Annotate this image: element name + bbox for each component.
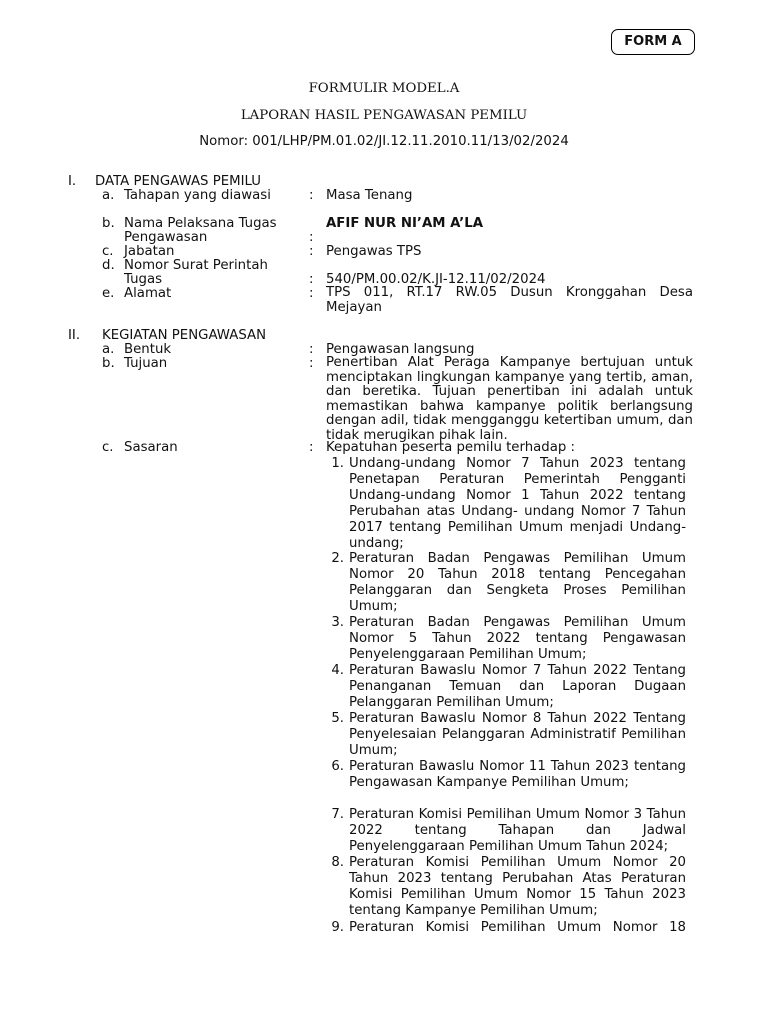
field-sasaran-label: Sasaran [124, 440, 178, 455]
field-nama-label: Nama Pelaksana Tugas [124, 216, 277, 231]
colon: : [309, 342, 314, 357]
field-c-letter: c. [102, 244, 114, 259]
form-badge: FORM A [611, 29, 695, 55]
list-number: 5. [331, 711, 344, 726]
colon: : [309, 244, 314, 259]
colon: : [309, 356, 314, 371]
field-a-letter: a. [102, 342, 115, 357]
field-nama-value: AFIF NUR NI’AM A’LA [326, 216, 483, 231]
field-tujuan-value: Penertiban Alat Peraga Kampanye bertujuan untuk menciptakan lingkungan kampanye yang tertib, aman, dan beretika. Tujuan penertiban ini adalah untuk memastikan bahwa kampanye politik berlangsung dengan adil, tidak mengganggu ketertiban umum, dan tidak merugikan pihak lain. [326, 355, 693, 443]
list-item: Peraturan Komisi Pemilihan Umum Nomor 18 [349, 920, 686, 935]
list-number: 3. [331, 615, 344, 630]
list-number: 8. [331, 855, 344, 870]
list-number: 4. [331, 663, 344, 678]
field-b-letter: b. [102, 216, 115, 231]
colon: : [309, 230, 314, 245]
field-tujuan-label: Tujuan [124, 356, 168, 371]
field-tahapan-value: Masa Tenang [326, 188, 413, 203]
field-c-letter: c. [102, 440, 114, 455]
list-item: Peraturan Bawaslu Nomor 11 Tahun 2023 tentang Pengawasan Kampanye Pemilihan Umum; [349, 759, 686, 791]
section-2-title: KEGIATAN PENGAWASAN [102, 328, 267, 343]
section-1-roman: I. [68, 174, 77, 189]
list-number: 6. [331, 759, 344, 774]
field-surat-label: Nomor Surat Perintah [124, 258, 268, 273]
field-jabatan-value: Pengawas TPS [326, 244, 422, 259]
colon: : [309, 272, 314, 287]
field-nama-label-2: Pengawasan [124, 230, 208, 245]
colon: : [309, 440, 314, 455]
field-tahapan-label: Tahapan yang diawasi [124, 188, 271, 203]
list-number: 7. [331, 807, 344, 822]
list-item: Peraturan Komisi Pemilihan Umum Nomor 3 Tahun 2022 tentang Tahapan dan Jadwal Penyelenggaraan Pemilihan Umum Tahun 2024; [349, 807, 686, 855]
colon: : [309, 188, 314, 203]
document-number: Nomor: 001/LHP/PM.01.02/JI.12.11.2010.11/13/02/2024 [199, 134, 569, 149]
report-title: LAPORAN HASIL PENGAWASAN PEMILU [240, 108, 528, 123]
list-item: Peraturan Badan Pengawas Pemilihan Umum Nomor 5 Tahun 2022 tentang Pengawasan Penyelenggaraan Pemilihan Umum; [349, 615, 686, 663]
list-item: Peraturan Bawaslu Nomor 7 Tahun 2022 Tentang Penanganan Temuan dan Laporan Dugaan Pelanggaran Pemilihan Umum; [349, 663, 686, 711]
field-bentuk-value: Pengawasan langsung [326, 342, 475, 357]
form-title: FORMULIR MODEL.A [308, 81, 460, 96]
list-number: 1. [331, 456, 344, 471]
section-2-roman: II. [68, 328, 81, 343]
list-item: Peraturan Komisi Pemilihan Umum Nomor 20 Tahun 2023 tentang Perubahan Atas Peraturan Komisi Pemilihan Umum Nomor 15 Tahun 2023 tentang Kampanye Pemilihan Umum; [349, 855, 686, 919]
field-a-letter: a. [102, 188, 115, 203]
list-item: Undang-undang Nomor 7 Tahun 2023 tentang Penetapan Peraturan Pemerintah Pengganti Undang-undang Nomor 1 Tahun 2022 tentang Perubahan atas Undang- undang Nomor 7 Tahun 2017 tentang Pemilihan Umum menjadi Undang-undang; [349, 456, 686, 552]
field-surat-value: 540/PM.00.02/K.JI-12.11/02/2024 [326, 272, 546, 287]
field-alamat-value: TPS 011, RT.17 RW.05 Dusun Kronggahan Desa Mejayan [326, 285, 693, 315]
list-item: Peraturan Badan Pengawas Pemilihan Umum Nomor 20 Tahun 2018 tentang Pencegahan Pelanggaran dan Sengketa Proses Pemilihan Umum; [349, 551, 686, 615]
field-alamat-label: Alamat [124, 286, 172, 301]
field-e-letter: e. [102, 286, 115, 301]
colon: : [309, 286, 314, 301]
list-number: 9. [331, 920, 344, 935]
list-number: 2. [331, 551, 344, 566]
section-1-title: DATA PENGAWAS PEMILU [95, 174, 261, 189]
field-d-letter: d. [102, 258, 115, 273]
field-jabatan-label: Jabatan [124, 244, 175, 259]
field-sasaran-value: Kepatuhan peserta pemilu terhadap : [326, 440, 576, 455]
field-b-letter: b. [102, 356, 115, 371]
list-item: Peraturan Bawaslu Nomor 8 Tahun 2022 Tentang Penyelesaian Pelanggaran Administratif Pemilihan Umum; [349, 711, 686, 759]
field-bentuk-label: Bentuk [124, 342, 172, 357]
field-surat-label-2: Tugas [124, 272, 163, 287]
